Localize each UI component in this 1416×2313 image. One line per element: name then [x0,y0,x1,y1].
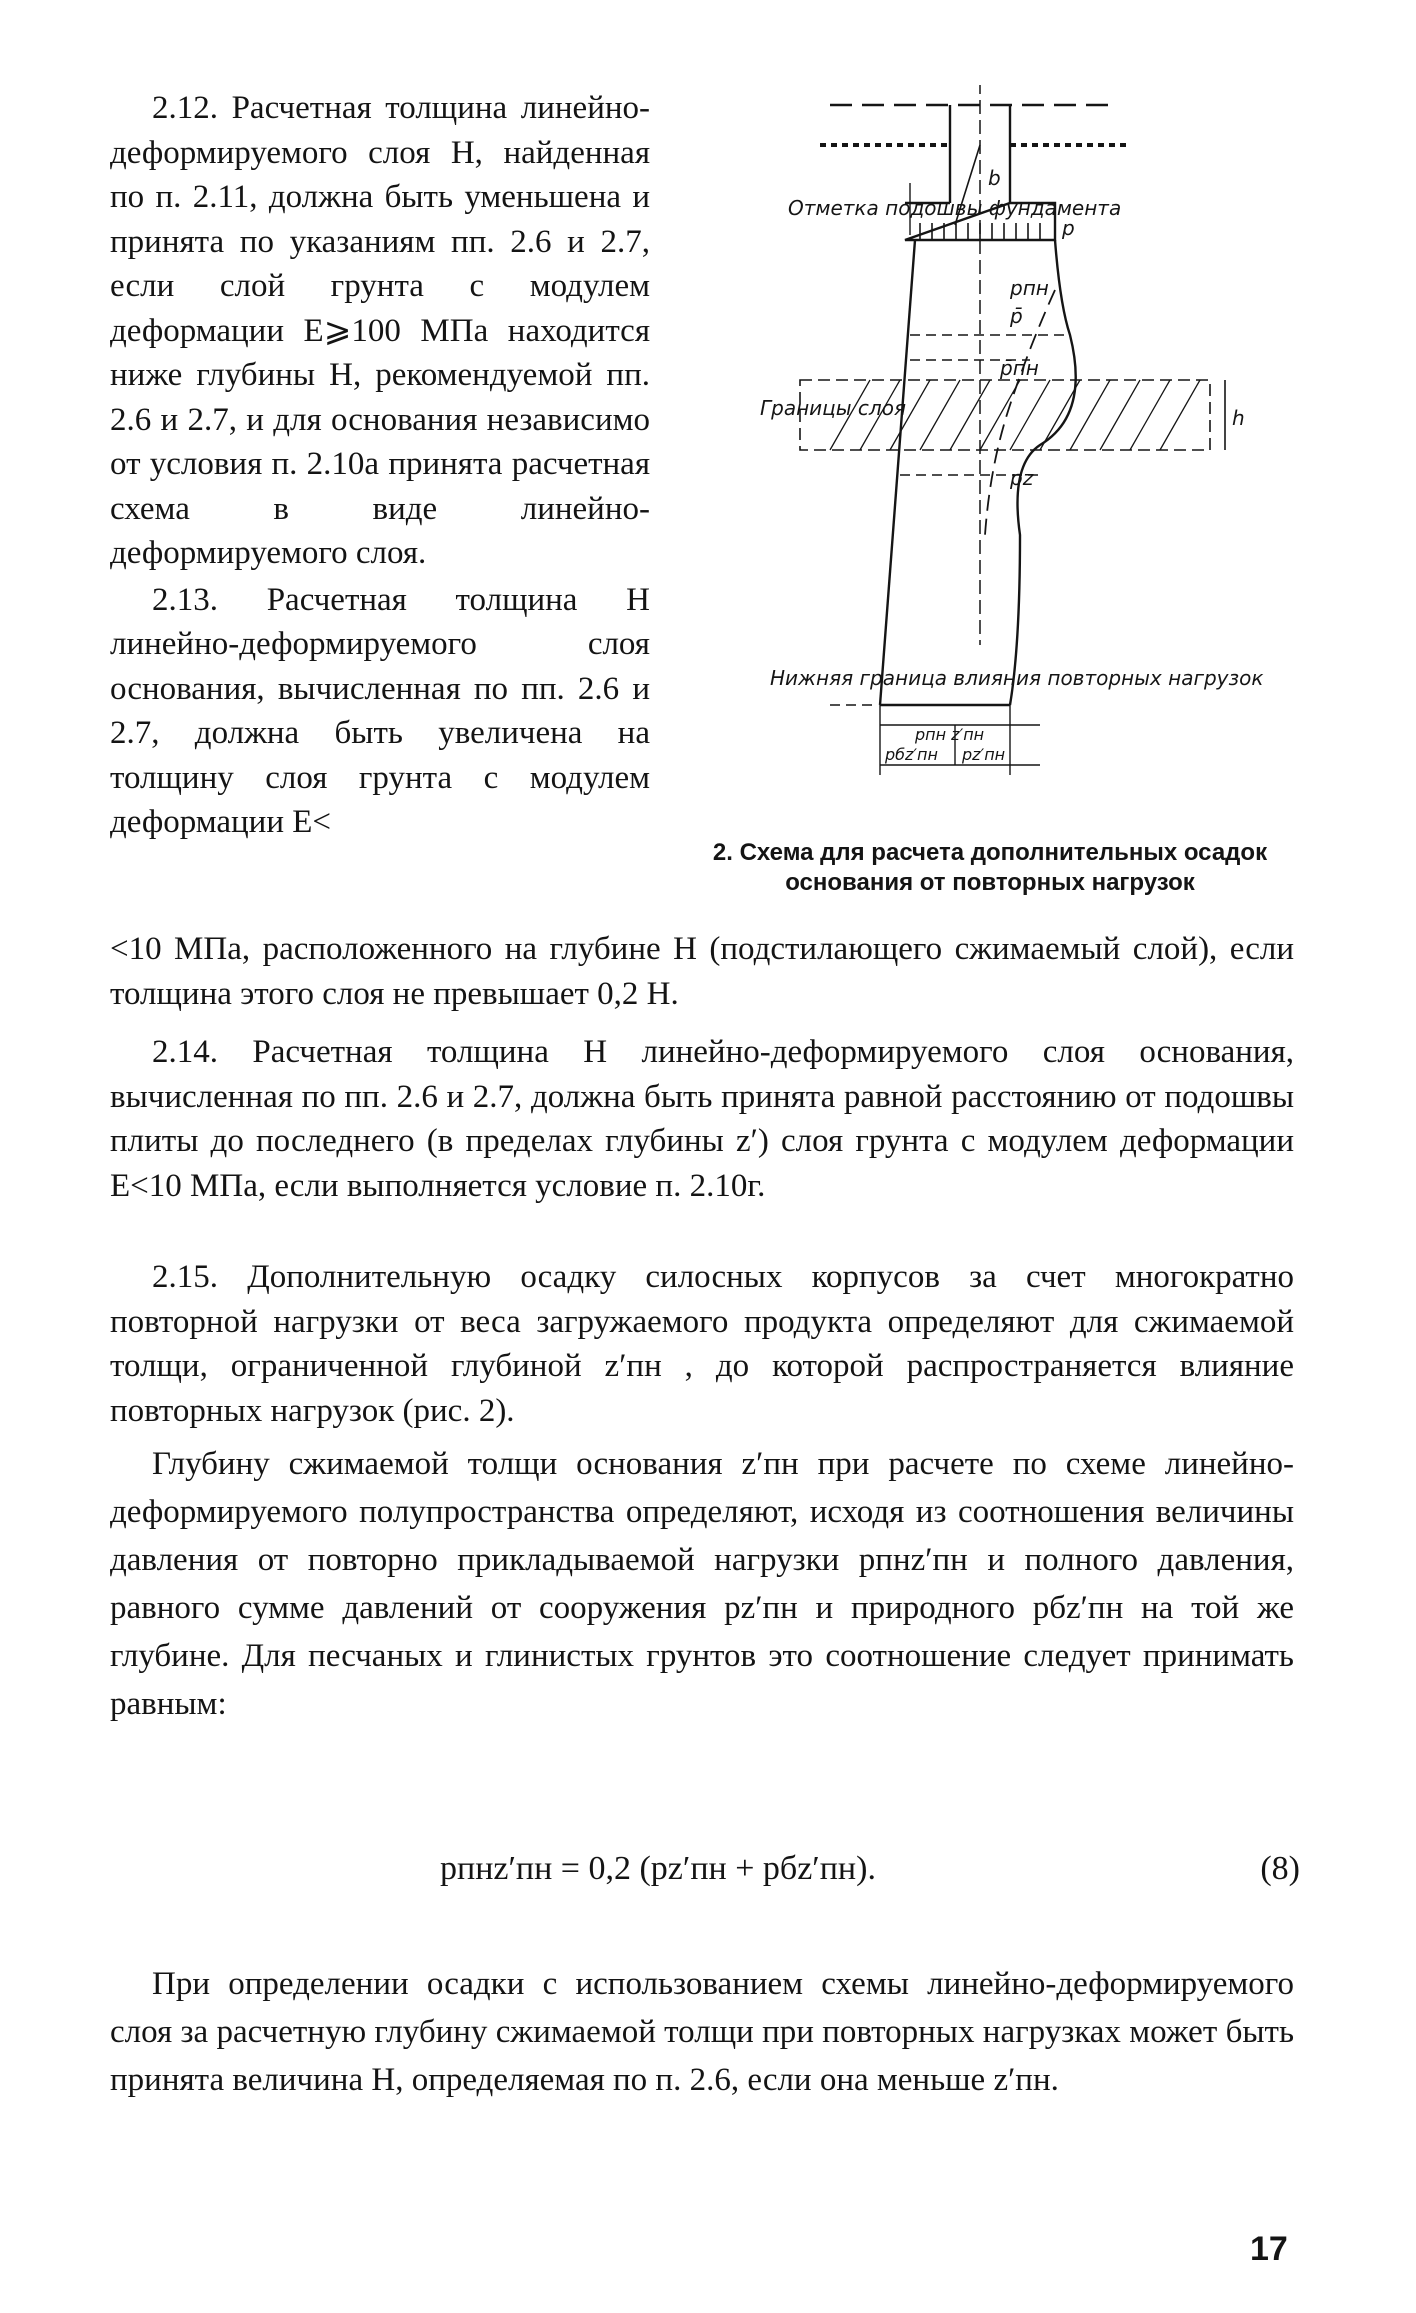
label-lower: Нижняя граница влияния повторных нагрузок [770,666,1264,690]
diagram-left-edge [880,240,915,705]
paragraph-2-15: 2.15. Дополнительную осадку силосных корпусов за счет многократно повторной нагрузки от веса загружаемого продукта определяют для сжимаемой толщи, ограниченной глубиной z′пн , до которой распространяется влияние повторных нагрузок (рис. 2). [110,1259,1294,1429]
paragraph-2-14: 2.14. Расчетная толщина H линейно-деформируемого слоя основания, вычисленная по пп. 2.6 и 2.7, должна быть принята равной расстоянию от подошвы плиты до последнего (в пределах глубины z′) слоя грунта с модулем деформации E<10 МПа, если выполняется условие п. 2.10г. [110,1034,1294,1204]
label-p: p [1062,216,1075,240]
label-p-bar: p̄ [1010,304,1023,328]
label-h: h [1232,406,1245,430]
label-pz: pz [1010,466,1034,490]
label-p-pn: pпн [1010,276,1049,300]
page-number: 17 [1250,2230,1288,2268]
paragraph-final: При определении осадки с использованием схемы линейно-деформируемого слоя за расчетную глубину сжимаемой толщи при повторных нагрузках может быть принята величина H, определяемая по п. 2.6, если она меньше z′пн. [110,1966,1294,2098]
paragraph-2-12: 2.12. Расчетная толщина линейно-деформируемого слоя H, найденная по п. 2.11, должна быть уменьшена и принята по указаниям пп. 2.6 и 2.7, если слой грунта с модулем деформации E⩾100 МПа находится ниже глубины H, рекомендуемой пп. 2.6 и 2.7, и для основания независимо от условия п. 2.10а принята расчетная схема в виде линейно-деформируемого слоя. [110,90,650,571]
paragraph-2-13-end: <10 МПа, расположенного на глубине H (подстилающего сжимаемый слой), если толщина этого слоя не превышает 0,2 H. [110,931,1294,1012]
formula-number: (8) [1260,1850,1300,1887]
label-b: b [988,166,1001,190]
paragraph-2-13-start: 2.13. Расчетная толщина H линейно-деформируемого слоя основания, вычисленная по пп. 2.6 и 2.7, должна быть увеличена на толщину слоя грунта с модулем деформации E< [110,581,650,840]
label-p-sz: pбz′пн [885,745,938,764]
load-arrows [920,223,1040,239]
left-column-text [110,86,650,845]
label-p-pn-bar: p̄пн [1000,356,1039,380]
label-boundary: Границы слоя [760,396,906,420]
formula-8 [440,1830,1300,1920]
paragraph-depth: Глубину сжимаемой толщи основания z′пн при расчете по схеме линейно-деформируемого полупространства определяют, исходя из соотношения величины давления от повторно прикладываемой нагрузки pпнz′пн и полного давления, равного сумме давлений от сооружения pz′пн и природного pбz′пн на той же глубине. Для песчаных и глинистых грунтов это соотношение следует принимать равным: [110,1446,1294,1722]
label-p-pn-z: pпн z′пн [915,725,985,744]
label-p-z: pz′пн [962,745,1006,764]
figure-settlement-scheme [710,85,1310,825]
formula-text: pпнz′пн = 0,2 (pz′пн + pбz′пн). [440,1850,876,1887]
label-footing: Отметка подошвы фундамента [788,196,1122,220]
figure-caption: 2. Схема для расчета дополнительных осадок основания от повторных нагрузок [712,839,1268,896]
